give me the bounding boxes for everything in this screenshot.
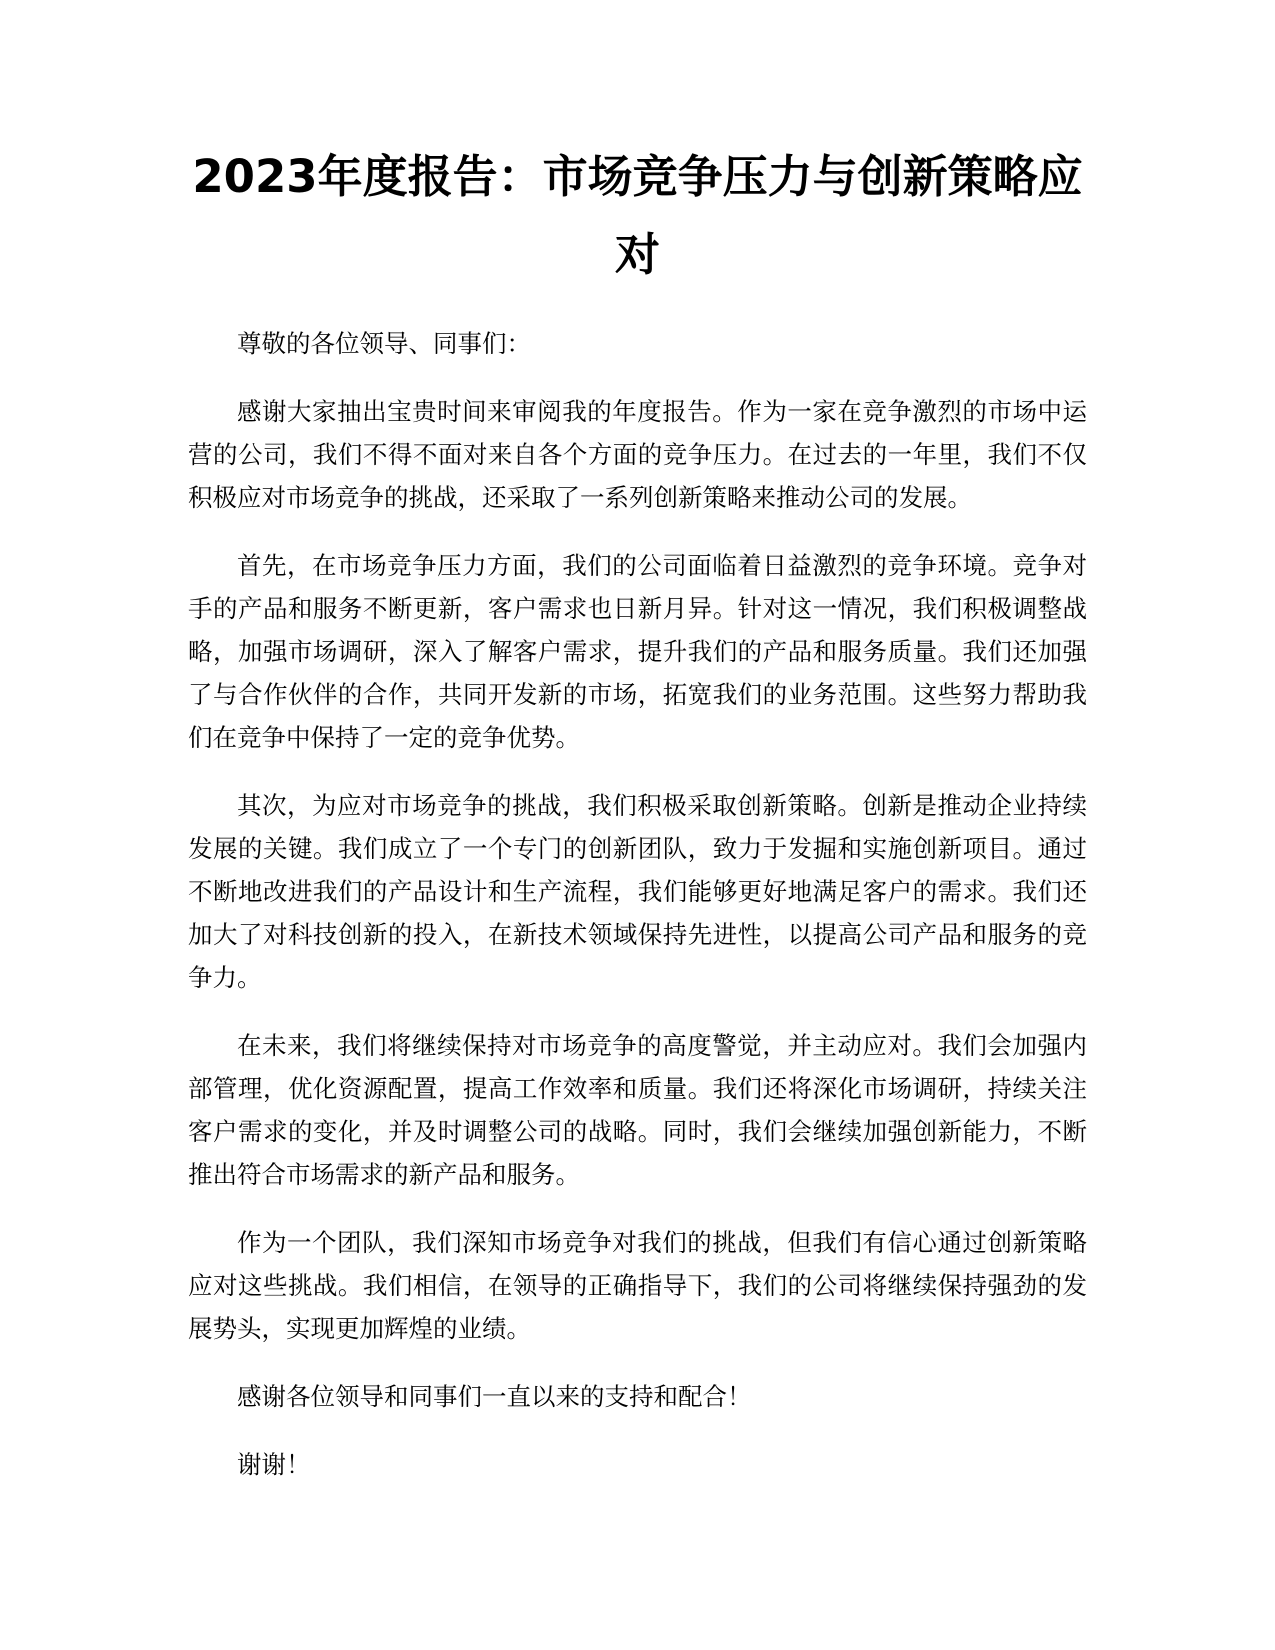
future-paragraph: 在未来，我们将继续保持对市场竞争的高度警觉，并主动应对。我们会加强内部管理，优化资源配置，提高工作效率和质量。我们还将深化市场调研，持续关注客户需求的变化，并及时调整公司的战略。同时，我们会继续加强创新能力，不断推出符合市场需求的新产品和服务。 xyxy=(188,1031,1087,1189)
document-title: 2023年度报告：市场竞争压力与创新策略应对 xyxy=(192,150,1083,281)
thanks-paragraph: 感谢各位领导和同事们一直以来的支持和配合！ xyxy=(237,1382,752,1411)
competition-paragraph: 首先，在市场竞争压力方面，我们的公司面临着日益激烈的竞争环境。竞争对手的产品和服务不断更新，客户需求也日新月异。针对这一情况，我们积极调整战略，加强市场调研，深入了解客户需求，提升我们的产品和服务质量。我们还加强了与合作伙伴的合作，共同开发新的市场，拓宽我们的业务范围。这些努力帮助我们在竞争中保持了一定的竞争优势。 xyxy=(188,551,1087,752)
salutation-paragraph: 尊敬的各位领导、同事们： xyxy=(237,329,531,358)
innovation-paragraph: 其次，为应对市场竞争的挑战，我们积极采取创新策略。创新是推动企业持续发展的关键。我们成立了一个专门的创新团队，致力于发掘和实施创新项目。通过不断地改进我们的产品设计和生产流程，我们能够更好地满足客户的需求。我们还加大了对科技创新的投入，在新技术领域保持先进性，以提高公司产品和服务的竞争力。 xyxy=(188,791,1087,992)
team-paragraph: 作为一个团队，我们深知市场竞争对我们的挑战，但我们有信心通过创新策略应对这些挑战。我们相信，在领导的正确指导下，我们的公司将继续保持强劲的发展势头，实现更加辉煌的业绩。 xyxy=(188,1228,1087,1343)
intro-paragraph: 感谢大家抽出宝贵时间来审阅我的年度报告。作为一家在竞争激烈的市场中运营的公司，我们不得不面对来自各个方面的竞争压力。在过去的一年里，我们不仅积极应对市场竞争的挑战，还采取了一系列创新策略来推动公司的发展。 xyxy=(188,397,1087,512)
closing-paragraph: 谢谢！ xyxy=(237,1450,311,1479)
document-body xyxy=(188,322,1087,1511)
